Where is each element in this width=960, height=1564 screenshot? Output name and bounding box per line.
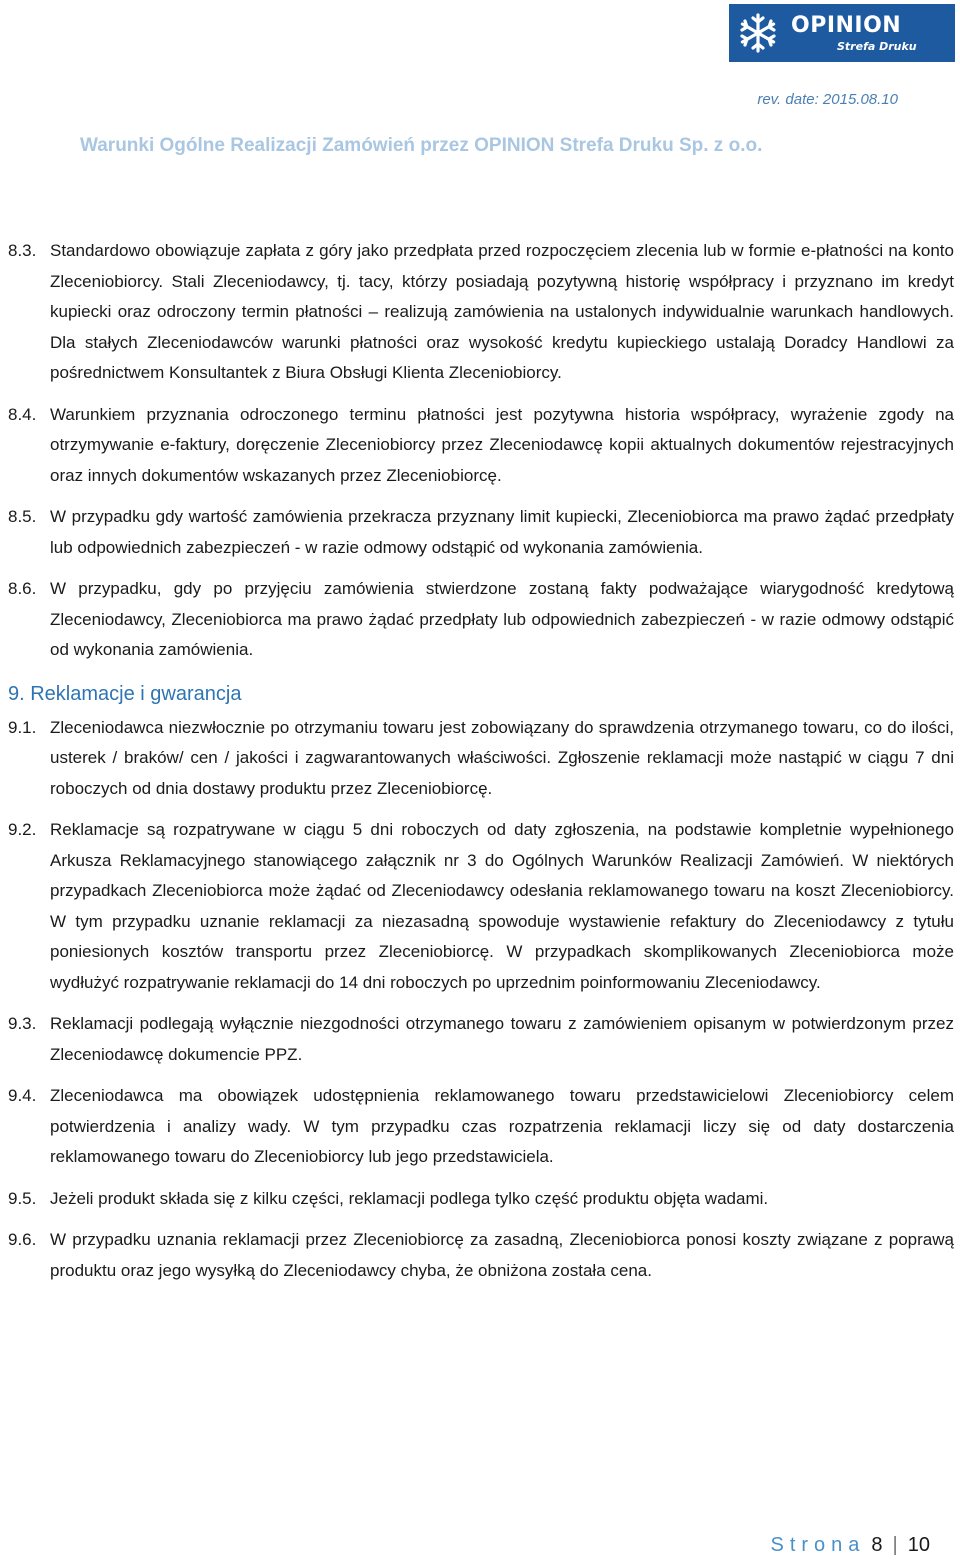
clause-number: 8.6. <box>8 579 37 598</box>
logo-subtitle: Strefa Druku <box>837 39 917 53</box>
clause-text: Warunkiem przyznania odroczonego terminu płatności jest pozytywna historia współpracy, wyrażenie zgody na otrzymywanie e-faktury, doręczenie Zleceniobiorcy przez Zleceniodawcę kopii aktualnych dokumentów rejestracyjnych oraz innych dokumentów wskazanych przez Zleceniobiorcę. <box>50 404 954 485</box>
page-label: Strona <box>770 1534 866 1556</box>
revision-date: rev. date: 2015.08.10 <box>757 91 898 108</box>
clause-9-2 <box>8 815 954 998</box>
clause-9-1 <box>8 713 954 805</box>
clause-number: 8.4. <box>8 404 37 424</box>
section-heading: 9. Reklamacje i gwarancja <box>8 682 242 705</box>
clause-text: Reklamacje są rozpatrywane w ciągu 5 dni roboczych od daty zgłoszenia, na podstawie kompletnie wypełnionego Arkusza Reklamacyjnego stanowiącego załącznik nr 3 do Ogólnych Warunków Realizacji Zamówień. W niektórych przypadkach Zleceniobiorca może żądać od Zleceniodawcy odesłania reklamowanego towaru na koszt Zleceniobiorcy. W tym przypadku uznanie reklamacji za niezasadną spowoduje wystawienie refaktury do Zleceniodawcy z tytułu poniesionych kosztów transportu przez Zleceniobiorcę. W przypadkach skomplikowanych Zleceniobiorca może wydłużyć rozpatrywanie reklamacji do 14 dni roboczych po uprzednim poinformowaniu Zleceniodawcy. <box>50 820 954 992</box>
clause-text: Standardowo obowiązuje zapłata z góry jako przedpłata przed rozpoczęciem zlecenia lub w formie e-płatności na konto Zleceniobiorcy. Stali Zleceniodawcy, tj. tacy, którzy posiadają pozytywną historię współpracy i przyznano im kredyt kupiecki oraz odroczony termin płatności – realizują zamówienia na ustalonych indywidualnie warunkach handlowych. Dla stałych Zleceniodawców warunki płatności oraz wysokość kredytu kupieckiego ustalają Doradcy Handlowi za pośrednictwem Konsultantek z Biura Obsługi Klienta Zleceniobiorcy. <box>50 241 954 382</box>
clause-9-3 <box>8 1009 954 1070</box>
document-body <box>8 236 954 1297</box>
clause-number: 9.4. <box>8 1086 37 1105</box>
clause-number: 9.5. <box>8 1188 37 1208</box>
clause-9-4 <box>8 1081 954 1173</box>
logo-name: OPINION <box>791 12 902 38</box>
clause-text: W przypadku gdy wartość zamówienia przekracza przyznany limit kupiecki, Zleceniobiorca ma prawo żądać przedpłaty lub odpowiednich zabezpieczeń - w razie odmowy odstąpić od wykonania zamówienia. <box>50 507 954 557</box>
company-logo <box>729 4 955 62</box>
clause-number: 8.3. <box>8 241 37 260</box>
page-number: 8 <box>871 1534 883 1556</box>
clause-text: W przypadku uznania reklamacji przez Zleceniobiorcę za zasadną, Zleceniobiorca ponosi koszty związane z poprawą produktu oraz jego wysyłką do Zleceniodawcy chyba, że obniżona została cena. <box>50 1230 954 1280</box>
clause-8-6 <box>8 574 954 666</box>
clause-number: 8.5. <box>8 507 37 526</box>
clause-8-3 <box>8 236 954 389</box>
clause-8-4 <box>8 400 954 492</box>
clause-number: 9.3. <box>8 1014 37 1033</box>
clause-8-5 <box>8 502 954 563</box>
snowflake-icon <box>729 4 787 62</box>
clause-text: W przypadku, gdy po przyjęciu zamówienia stwierdzone zostaną fakty podważające wiarygodność kredytową Zleceniodawcy, Zleceniobiorca ma prawo żądać przedpłaty lub odpowiednich zabezpieczeń - w razie odmowy odstąpić od wykonania zamówienia. <box>50 579 954 659</box>
clause-number: 9.1. <box>8 717 37 737</box>
clause-number: 9.2. <box>8 820 37 839</box>
clause-9-6 <box>8 1225 954 1286</box>
clause-number: 9.6. <box>8 1230 37 1249</box>
document-title: Warunki Ogólne Realizacji Zamówień przez OPINION Strefa Druku Sp. z o.o. <box>80 135 763 156</box>
page-separator: | <box>892 1534 898 1556</box>
clause-text: Reklamacji podlegają wyłącznie niezgodności otrzymanego towaru z zamówieniem opisanym w potwierdzonym przez Zleceniodawcę dokumencie PPZ. <box>50 1014 954 1064</box>
page-footer <box>770 1534 930 1557</box>
clause-9-5 <box>8 1184 954 1215</box>
clause-text: Zleceniodawca ma obowiązek udostępnienia reklamowanego towaru przedstawicielowi Zleceniobiorcy celem potwierdzenia i analizy wady. W tym przypadku czas rozpatrzenia reklamacji liczy się od daty dostarczenia reklamowanego towaru do Zleceniobiorcy lub jego przedstawiciela. <box>50 1086 954 1166</box>
page-total: 10 <box>907 1534 930 1556</box>
clause-text: Zleceniodawca niezwłocznie po otrzymaniu towaru jest zobowiązany do sprawdzenia otrzymanego towaru, co do ilości, usterek / braków/ cen / jakości i zagwarantowanych właściwości. Zgłoszenie reklamacji może nastąpić w ciągu 7 dni roboczych od dnia dostawy produktu przez Zleceniobiorcę. <box>50 717 954 798</box>
clause-text: Jeżeli produkt składa się z kilku części, reklamacji podlega tylko część produktu objęta wadami. <box>50 1188 769 1208</box>
